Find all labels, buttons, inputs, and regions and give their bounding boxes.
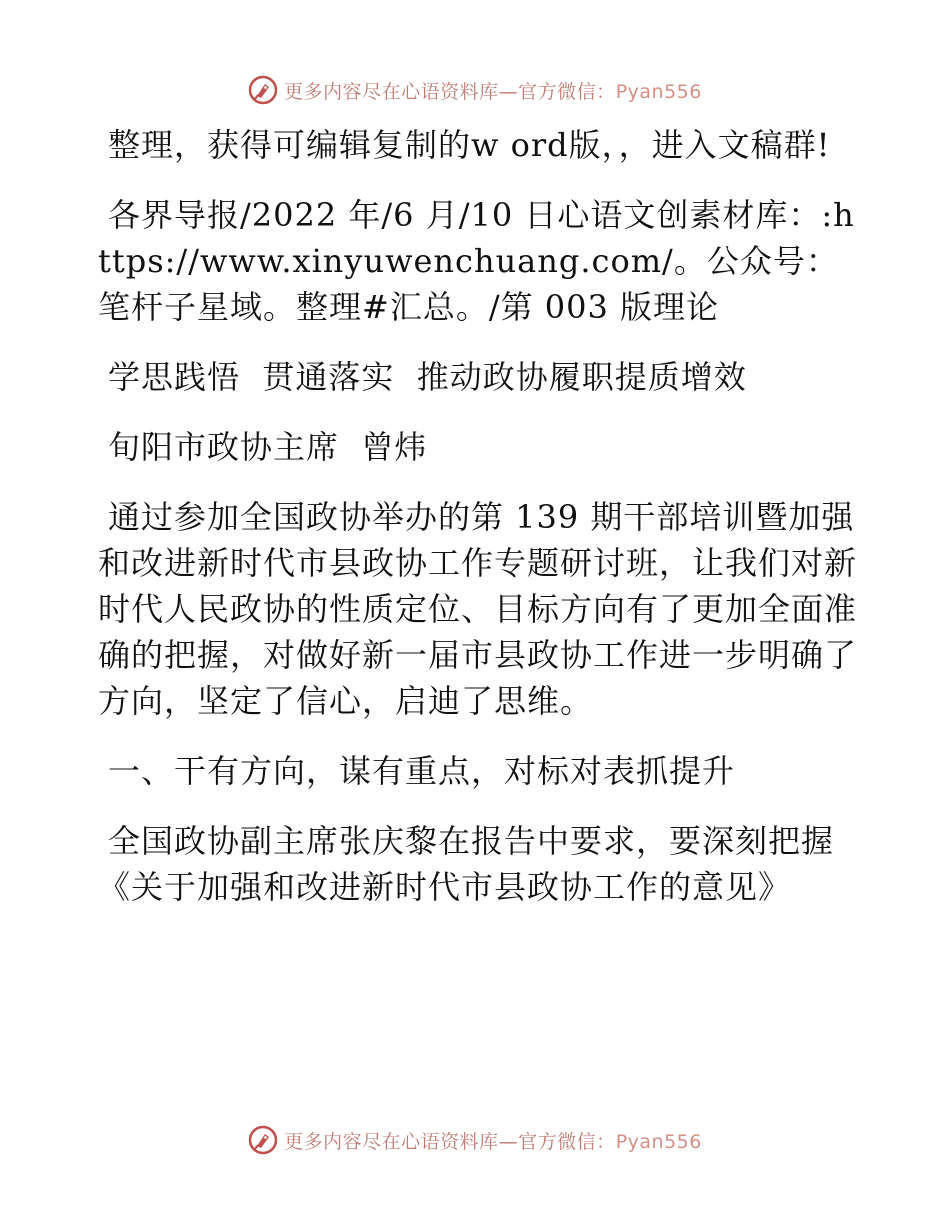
pen-nib-logo-icon — [248, 1125, 278, 1155]
article-author — [98, 424, 858, 470]
body-paragraph — [98, 494, 858, 724]
document-body — [98, 122, 858, 934]
banner-separator: — — [498, 1130, 519, 1153]
source-line — [98, 192, 858, 330]
banner-wechat-label: 官方微信： — [518, 80, 616, 103]
header-banner — [0, 70, 950, 110]
banner-site-text: 更多内容尽在心语资料库 — [284, 80, 499, 103]
paragraph-text: 学思践悟 贯通落实 推动政协履职提质增效 — [108, 358, 747, 396]
banner-wechat-id: Pyan556 — [615, 80, 702, 103]
section-heading — [98, 748, 858, 794]
banner-text — [284, 1127, 702, 1154]
paragraph-text: 各界导报/2022 年/6 月/10 日心语文创素材库：:https://www.xinyuwenchuang.com/。公众号：笔杆子星域。整理#汇总。/第 003 版理论 — [98, 196, 855, 326]
footer-banner — [0, 1120, 950, 1160]
banner-text — [284, 77, 702, 104]
body-paragraph — [98, 818, 858, 910]
paragraph-text: 全国政协副主席张庆黎在报告中要求，要深刻把握《关于加强和改进新时代市县政协工作的意见》 — [98, 822, 835, 906]
banner-site-text: 更多内容尽在心语资料库 — [284, 1130, 499, 1153]
banner-separator: — — [498, 80, 519, 103]
paragraph-text: 整理，获得可编辑复制的w ord版，，进入文稿群! — [108, 126, 831, 164]
paragraph-text: 通过参加全国政协举办的第 139 期干部培训暨加强和改进新时代市县政协工作专题研讨班，让我们对新时代人民政协的性质定位、目标方向有了更加全面准确的把握，对做好新一届市县政协工作进一步明确了方向，坚定了信心，启迪了思维。 — [98, 498, 858, 720]
intro-note — [98, 122, 858, 168]
pen-nib-logo-icon — [248, 75, 278, 105]
article-title — [98, 354, 858, 400]
paragraph-text: 旬阳市政协主席 曾炜 — [108, 428, 428, 466]
banner-wechat-label: 官方微信： — [518, 1130, 616, 1153]
paragraph-text: 一、干有方向，谋有重点，对标对表抓提升 — [108, 752, 736, 790]
banner-wechat-id: Pyan556 — [615, 1130, 702, 1153]
